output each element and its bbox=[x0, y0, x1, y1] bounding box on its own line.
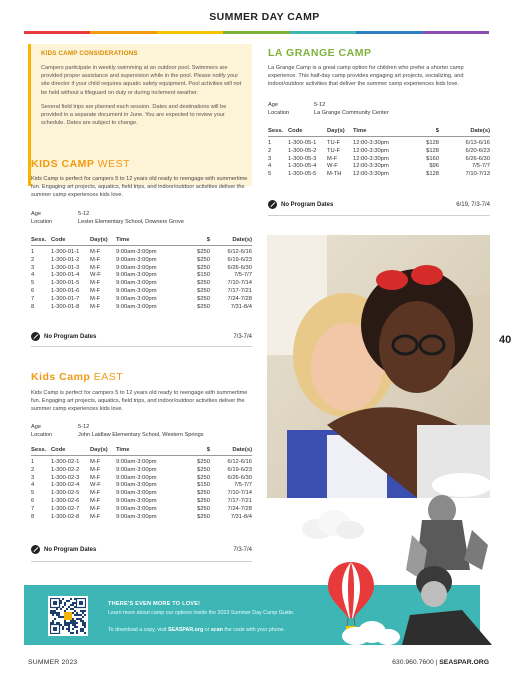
table-row bbox=[31, 467, 252, 475]
kids-grayscale-photo bbox=[392, 490, 492, 645]
cell-price: $250 bbox=[197, 490, 210, 497]
divider bbox=[31, 561, 252, 562]
cell-code: 1-300-02-3 bbox=[51, 474, 80, 481]
cell-time: 9:00am-3:00pm bbox=[116, 474, 157, 481]
cell-dates: 6/13-6/16 bbox=[465, 140, 490, 146]
cell-days: M-F bbox=[90, 249, 101, 255]
kids-west-title-accent: WEST bbox=[97, 158, 130, 170]
age-label: Age bbox=[268, 102, 278, 108]
cell-code: 1-300-02-2 bbox=[51, 466, 80, 473]
cell-code: 1-300-05-4 bbox=[288, 163, 317, 170]
la-grange-no-program bbox=[268, 200, 333, 209]
cell-time: 12:00-3:30pm bbox=[353, 171, 389, 178]
page-title: SUMMER DAY CAMP bbox=[209, 11, 320, 23]
cell-days: M-F bbox=[90, 256, 101, 263]
kids-east-no-program-dates: 7/3-7/4 bbox=[233, 547, 252, 553]
cell-time: 9:00am-3:00pm bbox=[116, 295, 157, 302]
cell-code: 1-300-02-7 bbox=[51, 505, 80, 512]
cell-code: 1-300-01-8 bbox=[51, 303, 80, 310]
cell-sess: 5 bbox=[31, 280, 35, 287]
cell-dates: 7/5-7/7 bbox=[233, 482, 252, 489]
cell-code: 1-300-02-8 bbox=[51, 513, 80, 520]
cell-days: W-F bbox=[90, 482, 101, 489]
table-row bbox=[31, 514, 252, 522]
cell-sess: 3 bbox=[31, 264, 35, 271]
cell-sess: 8 bbox=[31, 513, 35, 520]
column-header-code: Code bbox=[51, 237, 66, 243]
age-value: 5-12 bbox=[78, 424, 90, 430]
age-value: 5-12 bbox=[78, 211, 90, 217]
schedule-header bbox=[268, 128, 490, 137]
column-header-code: Code bbox=[288, 128, 303, 134]
column-header-sess: Sess. bbox=[31, 447, 47, 453]
cell-dates: 7/17-7/21 bbox=[227, 287, 252, 294]
cell-time: 12:00-3:30pm bbox=[353, 163, 389, 170]
cell-dates: 7/5-7/7 bbox=[233, 272, 252, 279]
rainbow-segment bbox=[157, 31, 223, 34]
column-header-dates: Date(s) bbox=[232, 447, 252, 453]
column-header-sess: Sess. bbox=[31, 237, 47, 243]
kids-west-title bbox=[31, 158, 130, 170]
cell-price: $250 bbox=[197, 466, 210, 473]
cell-time: 12:00-3:30pm bbox=[353, 155, 389, 162]
location-value: John Laidlaw Elementary School, Western Springs bbox=[78, 432, 204, 439]
cell-days: M-F bbox=[90, 459, 101, 465]
cell-sess: 6 bbox=[31, 287, 35, 294]
cell-days: M-F bbox=[90, 264, 101, 271]
cell-code: 1-300-01-6 bbox=[51, 287, 80, 294]
kids-east-description: Kids Camp is perfect for campers 5 to 12 years old ready to reengage with summertime fun. Engaging art projects, aquatics, field trips, and indoor/outdoor activities deliver the summer camp experiences kids love. bbox=[31, 390, 248, 413]
no-program-icon bbox=[268, 200, 277, 209]
banner-line-2-mid: or bbox=[203, 627, 211, 633]
table-row bbox=[31, 288, 252, 296]
location-label: Location bbox=[31, 219, 53, 226]
cell-days: TU-F bbox=[327, 140, 341, 146]
column-header-price: $ bbox=[435, 128, 439, 134]
cell-days: M-F bbox=[90, 295, 101, 302]
cell-time: 9:00am-3:00pm bbox=[116, 256, 157, 263]
cell-dates: 7/10-7/14 bbox=[227, 280, 252, 287]
table-row bbox=[31, 475, 252, 483]
cell-dates: 7/10-7/13 bbox=[465, 171, 490, 178]
divider bbox=[31, 346, 252, 347]
rainbow-segment bbox=[423, 31, 489, 34]
cell-sess: 5 bbox=[268, 171, 272, 178]
cell-code: 1-300-05-3 bbox=[288, 155, 317, 162]
cell-dates: 7/17-7/21 bbox=[227, 497, 252, 504]
cell-dates: 7/31-8/4 bbox=[230, 513, 252, 520]
cell-days: M-F bbox=[90, 497, 101, 504]
cell-sess: 1 bbox=[31, 459, 35, 465]
cell-price: $250 bbox=[197, 249, 210, 255]
cell-code: 1-300-02-6 bbox=[51, 497, 80, 504]
footer-season: SUMMER 2023 bbox=[28, 659, 78, 666]
cell-time: 9:00am-3:00pm bbox=[116, 505, 157, 512]
rainbow-segment bbox=[223, 31, 289, 34]
table-row bbox=[31, 272, 252, 280]
banner-line-2 bbox=[108, 627, 285, 633]
cell-sess: 2 bbox=[31, 256, 35, 263]
cell-time: 9:00am-3:00pm bbox=[116, 249, 157, 255]
cell-days: M-F bbox=[90, 490, 101, 497]
cell-dates: 6/19-6/23 bbox=[227, 256, 252, 263]
column-header-time: Time bbox=[116, 237, 130, 243]
cell-time: 9:00am-3:00pm bbox=[116, 303, 157, 310]
cell-price: $250 bbox=[197, 256, 210, 263]
kids-west-title-text: KIDS CAMP bbox=[31, 158, 95, 170]
cell-days: TU-F bbox=[327, 147, 341, 154]
table-row bbox=[31, 498, 252, 506]
table-row bbox=[31, 296, 252, 304]
cell-price: $250 bbox=[197, 459, 210, 465]
footer-phone: 630.960.7600 bbox=[392, 659, 434, 666]
footer-website-link[interactable]: SEASPAR.ORG bbox=[439, 659, 489, 666]
cell-time: 9:00am-3:00pm bbox=[116, 264, 157, 271]
divider bbox=[268, 215, 490, 216]
rainbow-divider bbox=[24, 31, 489, 34]
age-label: Age bbox=[31, 211, 41, 217]
cell-dates: 6/26-6/30 bbox=[465, 155, 490, 162]
cell-dates: 7/10-7/14 bbox=[227, 490, 252, 497]
schedule-header bbox=[31, 237, 252, 246]
cell-code: 1-300-01-3 bbox=[51, 264, 80, 271]
banner-scan-text: scan bbox=[210, 627, 223, 633]
cell-code: 1-300-02-5 bbox=[51, 490, 80, 497]
cell-code: 1-300-01-4 bbox=[51, 272, 80, 279]
banner-site-link[interactable]: SEASPAR.org bbox=[167, 627, 204, 633]
cell-days: M-TH bbox=[327, 171, 342, 178]
page-header bbox=[0, 0, 529, 34]
cell-price: $160 bbox=[426, 155, 439, 162]
cell-code: 1-300-01-2 bbox=[51, 256, 80, 263]
column-header-days: Day(s) bbox=[90, 447, 108, 453]
cell-sess: 6 bbox=[31, 497, 35, 504]
banner-line-2-suffix: the code with your phone. bbox=[222, 627, 286, 633]
banner-line-2-prefix: To download a copy, visit bbox=[108, 627, 168, 633]
table-row bbox=[31, 482, 252, 490]
kids-west-no-program bbox=[31, 332, 96, 341]
cell-time: 9:00am-3:00pm bbox=[116, 459, 157, 465]
cell-dates: 6/26-6/30 bbox=[227, 474, 252, 481]
cell-days: M-F bbox=[90, 466, 101, 473]
cell-price: $96 bbox=[429, 163, 439, 170]
cell-price: $250 bbox=[197, 264, 210, 271]
column-header-sess: Sess. bbox=[268, 128, 284, 134]
cell-code: 1-300-01-5 bbox=[51, 280, 80, 287]
cell-sess: 1 bbox=[268, 140, 272, 146]
age-label: Age bbox=[31, 424, 41, 430]
location-value: La Grange Community Center bbox=[314, 110, 389, 117]
kids-west-schedule bbox=[31, 237, 252, 311]
cell-sess: 2 bbox=[31, 466, 35, 473]
location-label: Location bbox=[268, 110, 290, 117]
cell-price: $250 bbox=[197, 513, 210, 520]
cell-sess: 1 bbox=[31, 249, 35, 255]
cell-price: $250 bbox=[197, 303, 210, 310]
cell-time: 12:00-3:30pm bbox=[353, 140, 389, 146]
cell-price: $250 bbox=[197, 497, 210, 504]
banner-line-1: Learn more about camp our options inside the 2023 Summer Day Camp Guide. bbox=[108, 610, 295, 616]
kids-east-title-text: Kids Camp bbox=[31, 371, 91, 383]
no-program-label: No Program Dates bbox=[44, 333, 97, 340]
column-header-code: Code bbox=[51, 447, 66, 453]
kids-east-schedule bbox=[31, 447, 252, 521]
age-value: 5-12 bbox=[314, 102, 326, 108]
table-row bbox=[31, 459, 252, 467]
cell-sess: 8 bbox=[31, 303, 35, 310]
cell-dates: 7/24-7/28 bbox=[227, 505, 252, 512]
qr-code[interactable] bbox=[48, 596, 88, 636]
cell-sess: 4 bbox=[31, 482, 35, 489]
kids-east-title bbox=[31, 371, 123, 383]
cell-sess: 7 bbox=[31, 295, 35, 302]
cell-dates: 7/31-8/4 bbox=[230, 303, 252, 310]
cell-time: 9:00am-3:00pm bbox=[116, 272, 157, 279]
cell-days: M-F bbox=[90, 513, 101, 520]
no-program-icon bbox=[31, 332, 40, 341]
cell-sess: 3 bbox=[268, 155, 272, 162]
table-row bbox=[268, 163, 490, 171]
kids-east-title-accent: EAST bbox=[93, 371, 124, 383]
cell-dates: 6/12-6/16 bbox=[227, 459, 252, 465]
cell-time: 9:00am-3:00pm bbox=[116, 513, 157, 520]
cell-time: 9:00am-3:00pm bbox=[116, 490, 157, 497]
cell-price: $128 bbox=[426, 140, 439, 146]
cell-time: 9:00am-3:00pm bbox=[116, 280, 157, 287]
considerations-paragraph-2: Several field trips are planned each session. Dates and destinations will be provided in a separate document in June. You are expected to review your schedule. Dates are subject to change. bbox=[41, 103, 227, 127]
cell-time: 9:00am-3:00pm bbox=[116, 482, 157, 489]
no-program-label: No Program Dates bbox=[281, 201, 334, 208]
cell-code: 1-300-01-1 bbox=[51, 249, 80, 255]
cell-code: 1-300-01-7 bbox=[51, 295, 80, 302]
cell-sess: 5 bbox=[31, 490, 35, 497]
cell-price: $150 bbox=[197, 272, 210, 279]
cell-code: 1-300-05-2 bbox=[288, 147, 317, 154]
cell-time: 9:00am-3:00pm bbox=[116, 497, 157, 504]
cell-price: $250 bbox=[197, 505, 210, 512]
cell-price: $128 bbox=[426, 147, 439, 154]
column-header-days: Day(s) bbox=[90, 237, 108, 243]
table-row bbox=[31, 490, 252, 498]
cell-days: M-F bbox=[90, 474, 101, 481]
cell-dates: 6/19-6/23 bbox=[227, 466, 252, 473]
cell-code: 1-300-05-1 bbox=[288, 140, 317, 146]
cell-days: W-F bbox=[90, 272, 101, 279]
cell-dates: 6/26-6/30 bbox=[227, 264, 252, 271]
table-row bbox=[268, 171, 490, 179]
table-row bbox=[31, 304, 252, 312]
considerations-title: KIDS CAMP CONSIDERATIONS bbox=[41, 50, 138, 57]
la-grange-schedule bbox=[268, 128, 490, 179]
cell-code: 1-300-02-1 bbox=[51, 459, 80, 465]
column-header-price: $ bbox=[206, 447, 210, 453]
column-header-time: Time bbox=[116, 447, 130, 453]
cell-days: M-F bbox=[327, 155, 338, 162]
cell-days: M-F bbox=[90, 505, 101, 512]
cell-price: $250 bbox=[197, 280, 210, 287]
cell-sess: 7 bbox=[31, 505, 35, 512]
la-grange-title: LA GRANGE CAMP bbox=[268, 47, 372, 59]
kids-east-no-program bbox=[31, 545, 96, 554]
la-grange-description: La Grange Camp is a great camp option for children who prefer a shorter camp experience. This half-day camp provides engaging art projects, socializing, and indoor/outdoor activities that deliver the summer camp experiences kids love. bbox=[268, 65, 464, 88]
cell-price: $150 bbox=[197, 482, 210, 489]
table-row bbox=[268, 140, 490, 148]
cell-days: W-F bbox=[327, 163, 338, 170]
cell-dates: 6/20-6/23 bbox=[465, 147, 490, 154]
rainbow-segment bbox=[24, 31, 90, 34]
cell-time: 9:00am-3:00pm bbox=[116, 466, 157, 473]
schedule-header bbox=[31, 447, 252, 456]
cell-dates: 6/12-6/16 bbox=[227, 249, 252, 255]
cell-time: 12:00-3:30pm bbox=[353, 147, 389, 154]
cell-price: $128 bbox=[426, 171, 439, 178]
cell-sess: 3 bbox=[31, 474, 35, 481]
cell-sess: 4 bbox=[268, 163, 272, 170]
no-program-label: No Program Dates bbox=[44, 546, 97, 553]
la-grange-meta bbox=[268, 101, 389, 118]
rainbow-segment bbox=[290, 31, 356, 34]
cell-dates: 7/5-7/7 bbox=[471, 163, 490, 170]
rainbow-segment bbox=[356, 31, 422, 34]
cell-price: $250 bbox=[197, 295, 210, 302]
kids-west-description: Kids Camp is perfect for campers 5 to 12 years old ready to reengage with summertime fun. Engaging art projects, aquatics, field trips, and indoor/outdoor activities deliver the summer camp experiences kids love. bbox=[31, 176, 248, 199]
column-header-dates: Date(s) bbox=[232, 237, 252, 243]
column-header-time: Time bbox=[353, 128, 367, 134]
table-row bbox=[31, 506, 252, 514]
kids-east-meta bbox=[31, 423, 204, 440]
no-program-icon bbox=[31, 545, 40, 554]
cell-price: $250 bbox=[197, 474, 210, 481]
cloud-icon bbox=[298, 505, 368, 541]
table-row bbox=[268, 148, 490, 156]
banner-heading: THERE'S EVEN MORE TO LOVE! bbox=[108, 601, 201, 607]
table-row bbox=[31, 265, 252, 273]
considerations-paragraph-1: Campers participate in weekly swimming at an outdoor pool. Swimmers are provided proper assistance and supervision while in the pool. Please notify your site director if your child requires aquatic safety equipment. Pool activities will not be held without a lifeguard on duty or during inclement weather. bbox=[41, 65, 242, 96]
cell-sess: 2 bbox=[268, 147, 272, 154]
cell-days: M-F bbox=[90, 280, 101, 287]
cell-code: 1-300-02-4 bbox=[51, 482, 80, 489]
table-row bbox=[268, 156, 490, 164]
kids-west-meta bbox=[31, 210, 184, 227]
table-row bbox=[31, 280, 252, 288]
cell-days: M-F bbox=[90, 303, 101, 310]
cell-price: $250 bbox=[197, 287, 210, 294]
table-row bbox=[31, 257, 252, 265]
kids-west-no-program-dates: 7/3-7/4 bbox=[233, 334, 252, 340]
la-grange-no-program-dates: 6/19, 7/3-7/4 bbox=[456, 202, 490, 208]
cell-code: 1-300-05-5 bbox=[288, 171, 317, 178]
footer-contact bbox=[392, 659, 489, 666]
cell-days: M-F bbox=[90, 287, 101, 294]
footer-separator: | bbox=[433, 659, 440, 666]
rainbow-segment bbox=[90, 31, 156, 34]
page-number: 40 bbox=[499, 334, 512, 346]
cell-time: 9:00am-3:00pm bbox=[116, 287, 157, 294]
location-value: Lester Elementary School, Downers Grove bbox=[78, 219, 185, 226]
column-header-days: Day(s) bbox=[327, 128, 345, 134]
cell-dates: 7/24-7/28 bbox=[227, 295, 252, 302]
table-row bbox=[31, 249, 252, 257]
cell-sess: 4 bbox=[31, 272, 35, 279]
column-header-dates: Date(s) bbox=[470, 128, 490, 134]
location-label: Location bbox=[31, 432, 53, 439]
campers-photo bbox=[267, 235, 490, 498]
column-header-price: $ bbox=[206, 237, 210, 243]
